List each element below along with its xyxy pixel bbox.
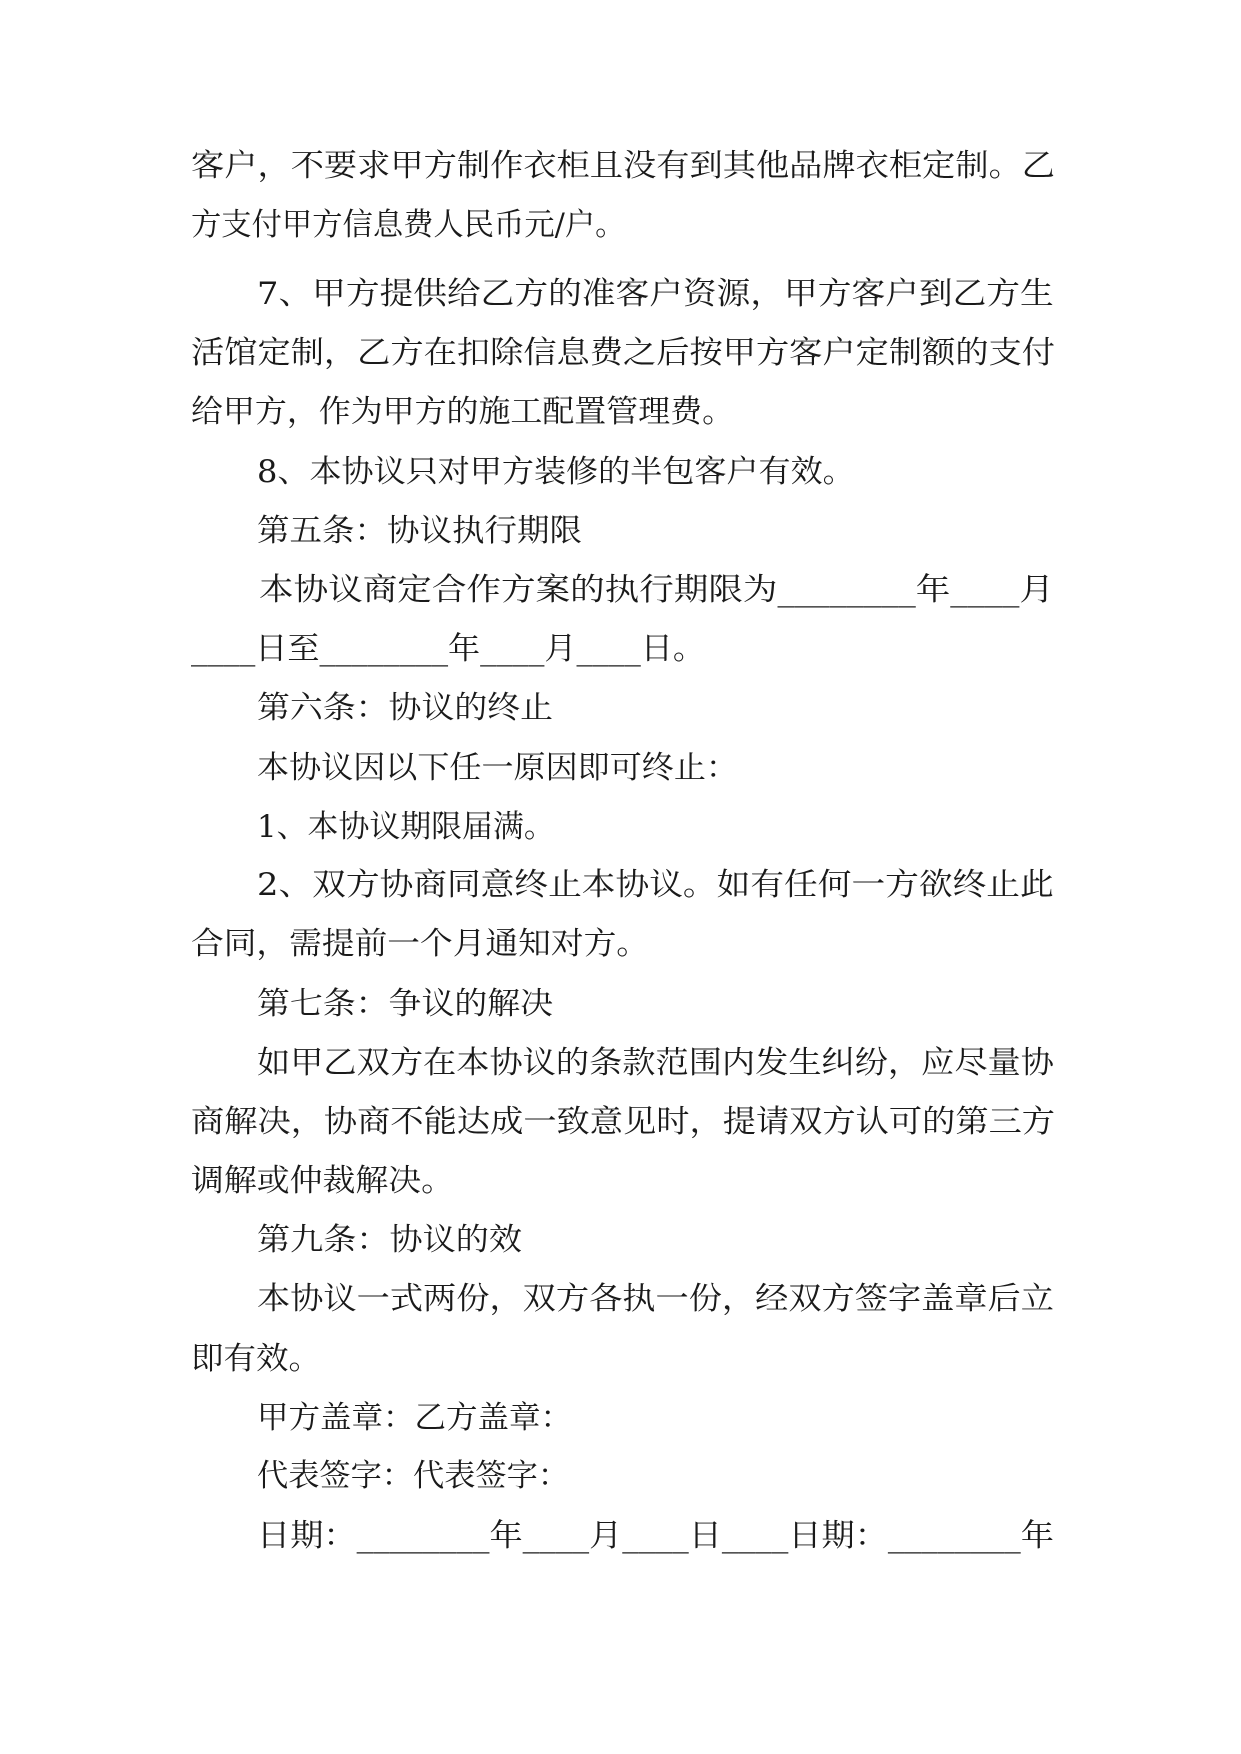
- text-line: 8、本协议只对甲方装修的半包客户有效。: [257, 454, 855, 490]
- text-line: 给甲方，作为甲方的施工配置管理费。: [191, 394, 735, 430]
- text-line: 1、本协议期限届满。: [257, 809, 555, 845]
- text-line: 调解或仲裁解决。: [191, 1163, 455, 1199]
- text-line: 商解决，协商不能达成一致意见时，提请双方认可的第三方: [191, 1104, 1056, 1140]
- text-line: 2、双方协商同意终止本协议。如有任何一方欲终止此: [257, 867, 1054, 903]
- text-line: ____日至________年____月____日。: [191, 631, 706, 667]
- text-line: 本协议因以下任一原因即可终止：: [257, 750, 738, 786]
- text-line: 即有效。: [191, 1341, 322, 1377]
- text-line: 7、甲方提供给乙方的准客户资源，甲方客户到乙方生: [257, 276, 1054, 312]
- text-line: 如甲乙双方在本协议的条款范围内发生纠纷，应尽量协: [257, 1045, 1054, 1081]
- section-heading: 第七条：争议的解决: [257, 986, 553, 1022]
- text-line: 方支付甲方信息费人民币元/户。: [191, 207, 626, 243]
- section-heading: 第九条：协议的效: [257, 1222, 522, 1258]
- text-line: 活馆定制，乙方在扣除信息费之后按甲方客户定制额的支付: [191, 335, 1056, 371]
- section-heading: 第五条：协议执行期限: [257, 513, 583, 549]
- signature-label: 代表签字：代表签字：: [257, 1458, 570, 1494]
- text-line: 本协议一式两份，双方各执一份，经双方签字盖章后立: [257, 1281, 1054, 1317]
- text-line: 合同，需提前一个月通知对方。: [191, 926, 650, 962]
- text-line: 本协议商定合作方案的执行期限为________年____月: [259, 572, 1054, 608]
- signature-label: 甲方盖章：乙方盖章：: [257, 1400, 572, 1436]
- text-line: 客户，不要求甲方制作衣柜且没有到其他品牌衣柜定制。乙: [191, 148, 1056, 184]
- section-heading: 第六条：协议的终止: [257, 690, 553, 726]
- date-line: 日期：________年____月____日____日期：________年: [257, 1518, 1054, 1554]
